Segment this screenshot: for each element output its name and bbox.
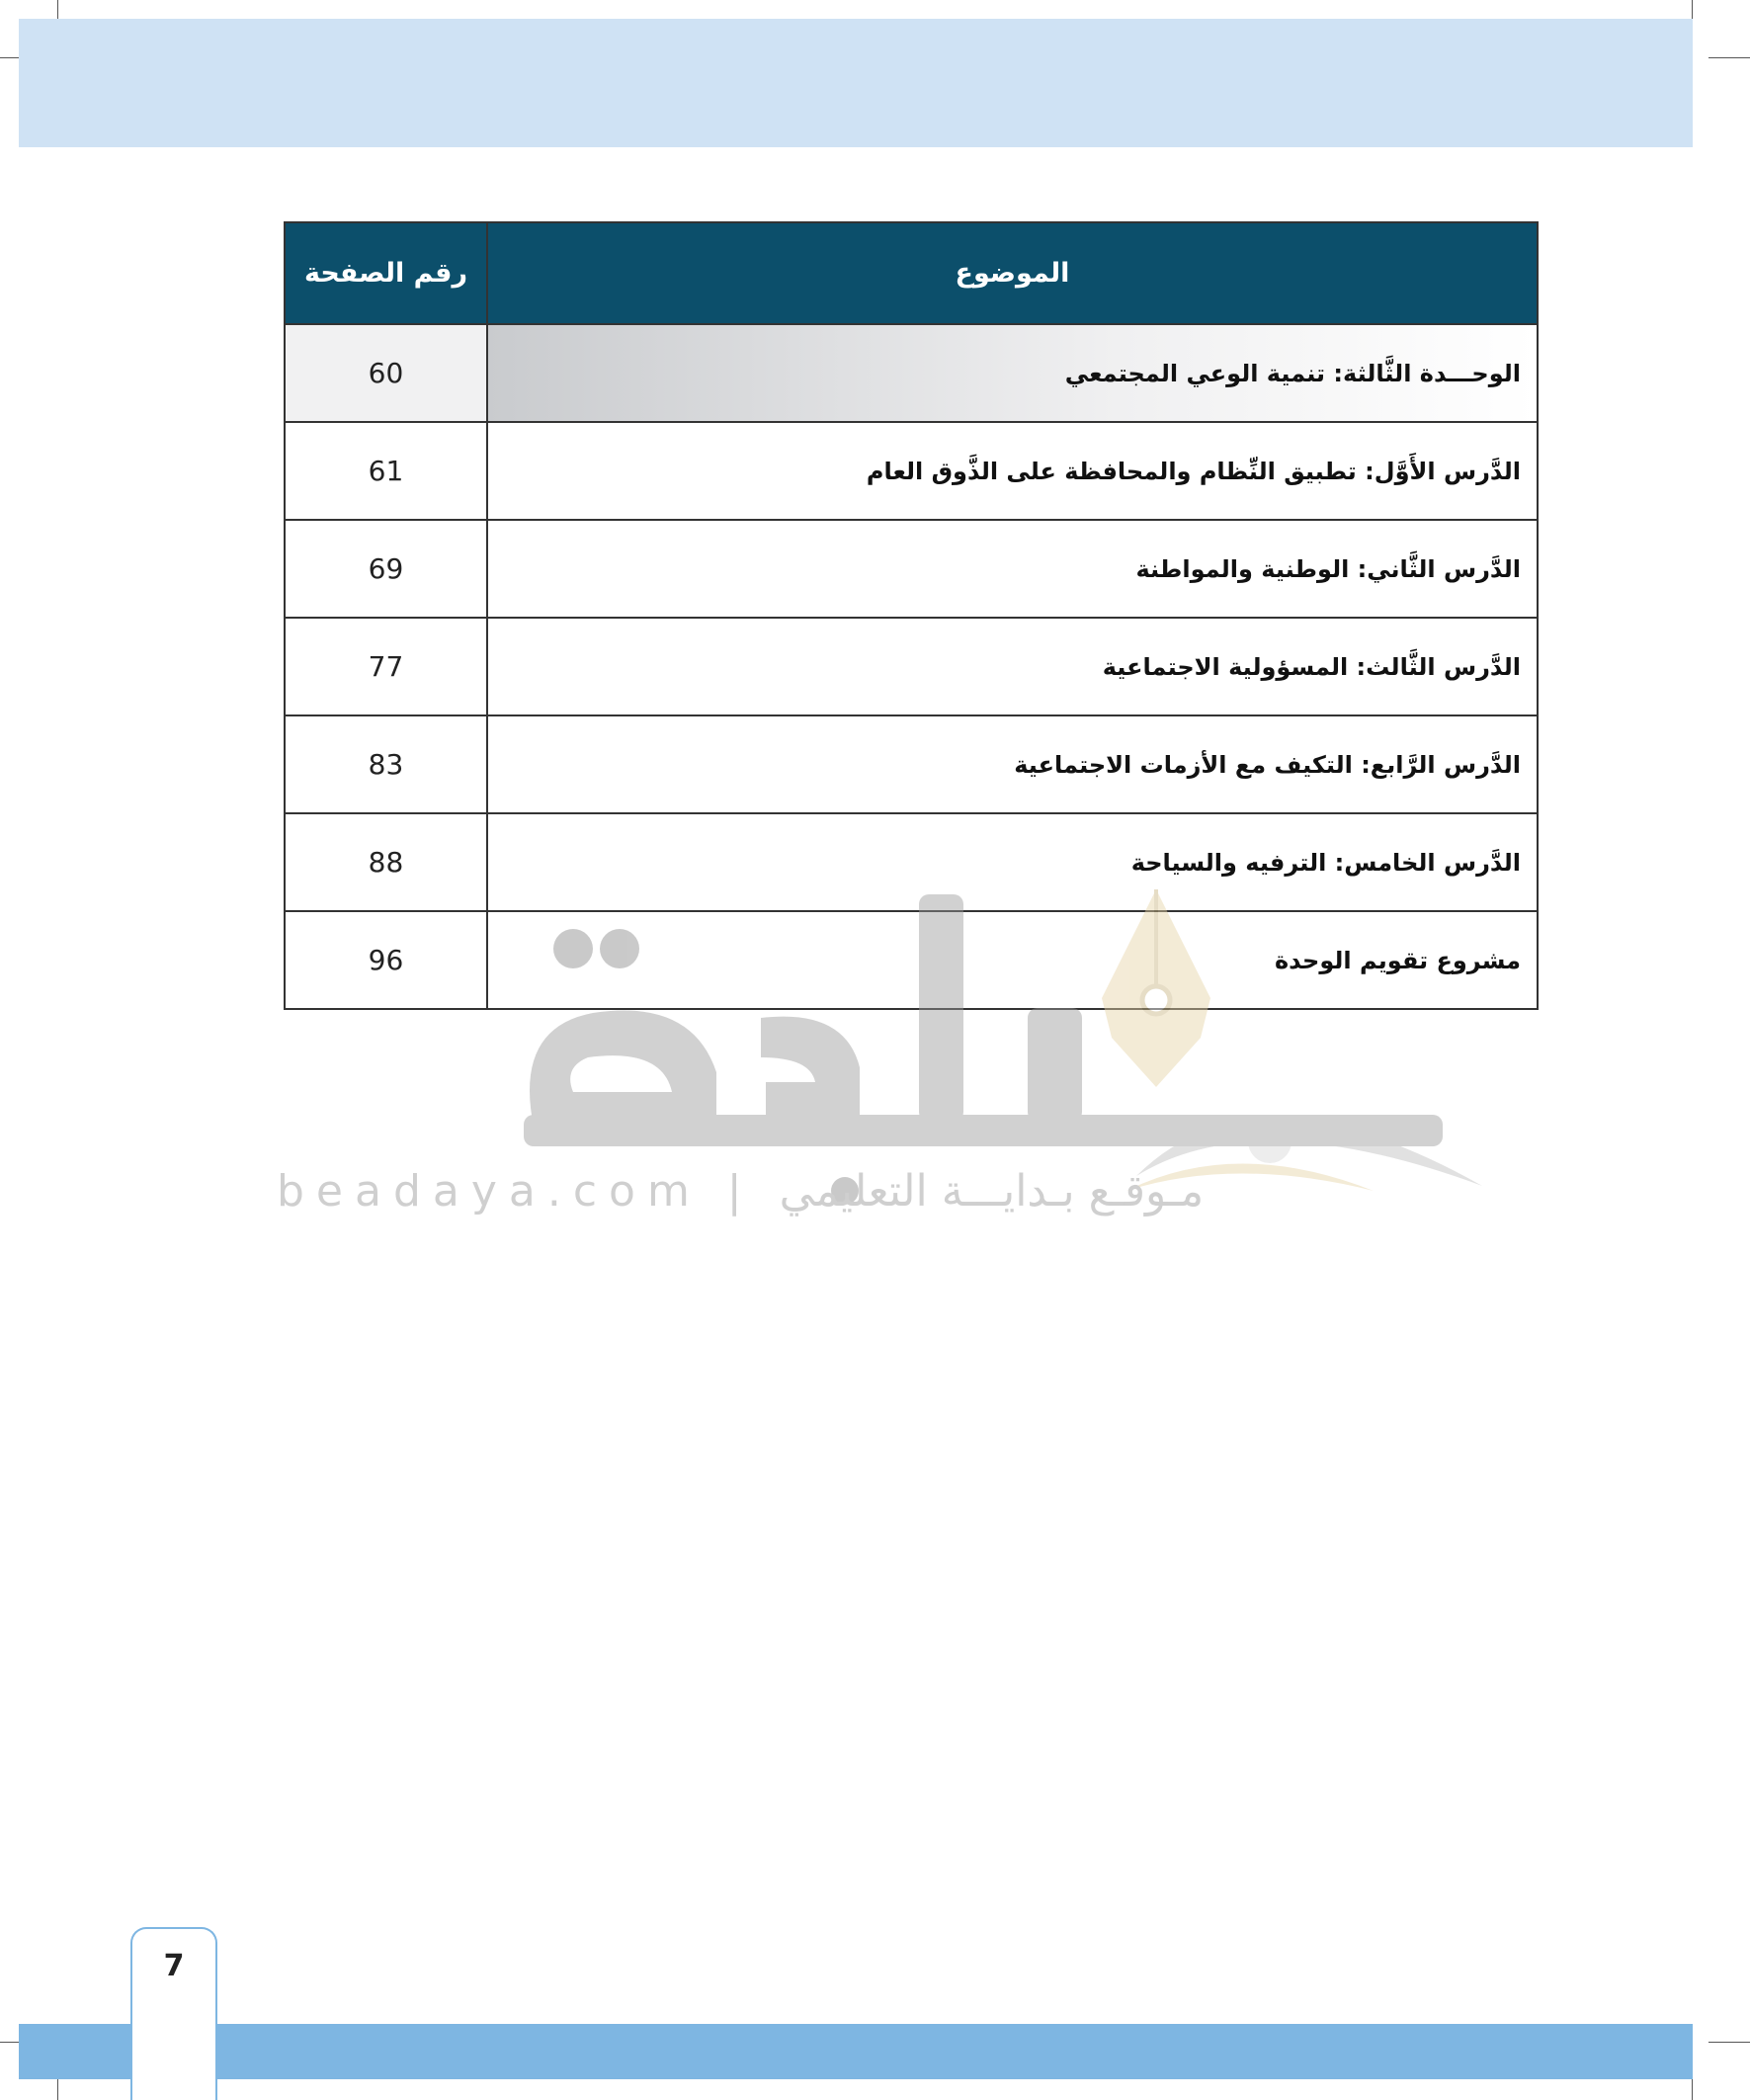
topic-cell: الدَّرس الثَّالث: المسؤولية الاجتماعية [487, 618, 1538, 715]
table-row [285, 813, 1538, 911]
column-header-topic: الموضوع [487, 222, 1538, 324]
page-number-tab [130, 1927, 217, 2100]
crop-mark [1708, 2042, 1750, 2043]
page-number: 7 [163, 1949, 185, 1983]
column-header-page: رقم الصفحة [285, 222, 487, 324]
page-cell: 60 [285, 324, 487, 422]
header-band [19, 19, 1693, 147]
crop-mark [1708, 57, 1750, 58]
page-cell: 96 [285, 911, 487, 1009]
topic-cell: الدَّرس الأَوَّل: تطبيق النِّظام والمحافظة على الذَّوق العام [487, 422, 1538, 520]
page-cell: 88 [285, 813, 487, 911]
topic-cell: الدَّرس الرَّابع: التكيف مع الأزمات الاجتماعية [487, 715, 1538, 813]
table-row [285, 911, 1538, 1009]
topic-cell: الوحـــدة الثَّالثة: تنمية الوعي المجتمعي [487, 324, 1538, 422]
page-cell: 61 [285, 422, 487, 520]
table-row [285, 422, 1538, 520]
topic-cell: الدَّرس الثَّاني: الوطنية والمواطنة [487, 520, 1538, 618]
topic-cell: الدَّرس الخامس: الترفيه والسياحة [487, 813, 1538, 911]
footer-band [19, 2024, 1693, 2079]
watermark-caption: beadaya.com | مـوقـع بـدايـــة التعليمي [277, 1166, 1205, 1217]
table-header-row [285, 222, 1538, 324]
topic-cell: مشروع تقويم الوحدة [487, 911, 1538, 1009]
table-row [285, 618, 1538, 715]
page-cell: 83 [285, 715, 487, 813]
table-row [285, 520, 1538, 618]
page-cell: 69 [285, 520, 487, 618]
table-row [285, 715, 1538, 813]
table-of-contents [284, 221, 1539, 1010]
table-row-unit [285, 324, 1538, 422]
page-cell: 77 [285, 618, 487, 715]
